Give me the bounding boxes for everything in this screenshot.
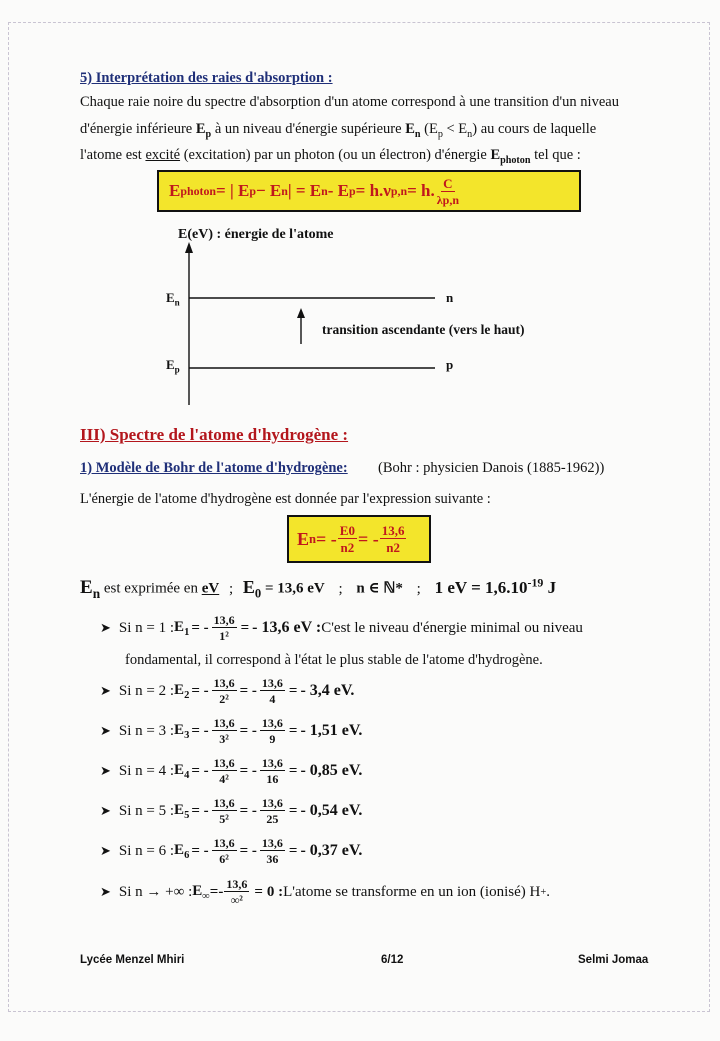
condition: Si n = 5 : xyxy=(118,802,175,819)
fraction xyxy=(224,878,249,906)
separator: ; xyxy=(334,580,347,597)
13-6-over-n2 xyxy=(380,524,407,554)
fraction xyxy=(212,797,237,825)
label-sub: n xyxy=(174,297,180,308)
p-tag: p xyxy=(446,357,454,372)
result: - 1,51 eV. xyxy=(300,722,363,739)
bullet-icon: ➤ xyxy=(100,843,111,858)
subscript: p xyxy=(205,128,212,140)
comment: C'est le niveau d'énergie minimal ou niveau xyxy=(321,619,583,636)
subscript: photon xyxy=(500,154,531,166)
bohr-model-title: 1) Modèle de Bohr de l'atome d'hydrogène: xyxy=(80,460,348,476)
frac-den: 6² xyxy=(219,852,229,866)
frac-den: 16 xyxy=(266,772,279,786)
energy-level-row: ➤ Si n = 6 : $E_6$ = - $\frac{13,6}{\text{6²}}$ = - $\frac{13,6}{36}$ = - 0,37 eV. xyxy=(100,836,363,866)
energy-level-row: ➤ Si n = 5 : $E_5$ = - $\frac{13,6}{\text{5²}}$ = - $\frac{13,6}{25}$ = - 0,54 eV. xyxy=(100,796,363,826)
energy-level-row: ➤ Si n = 1 : $E_1$ = - $\frac{13,6}{\text{1²}}$ = - 13,6 eV : C'est le niveau d'énergie minimal ou niveau xyxy=(100,613,583,643)
frac-den: 4 xyxy=(269,692,276,706)
fraction xyxy=(260,757,285,785)
ion-charge: + xyxy=(540,886,547,898)
bohr-intro: L'énergie de l'atome d'hydrogène est donnée par l'expression suivante : xyxy=(80,491,491,507)
frac-num: 13,6 xyxy=(213,796,235,810)
ev-unit: eV xyxy=(201,580,220,597)
f-text: − E xyxy=(255,181,282,200)
footer-page-number: 6/12 xyxy=(381,954,404,966)
e-sub: ∞ xyxy=(202,890,210,902)
transition-arrowhead xyxy=(297,308,305,318)
result: - 0,54 eV. xyxy=(300,802,363,819)
level-p-label xyxy=(166,357,180,375)
f-text: = | E xyxy=(216,181,250,200)
frac-num: 13,6 xyxy=(226,877,248,891)
e0-symbol: E xyxy=(242,576,255,597)
fraction xyxy=(260,797,285,825)
fraction xyxy=(212,837,237,865)
fraction xyxy=(212,757,237,785)
infinity-line: ➤ Si n → +∞ : $E_\infty$ =- $\frac{13,6}{\text{∞²}}$ = 0 : L'atome se transforme en un ion (ionisé) H + . xyxy=(100,877,551,907)
frac-den: 36 xyxy=(266,852,279,866)
f-sub: photon xyxy=(180,183,217,198)
label-text: E xyxy=(166,290,175,305)
axis-arrowhead xyxy=(185,242,193,253)
level-1-continuation: fondamental, il correspond à l'état le plus stable de l'atome d'hydrogène. xyxy=(125,652,543,668)
e-symbol: E xyxy=(174,761,185,778)
paragraph-line-3 xyxy=(80,147,581,166)
n-tag: n xyxy=(446,290,454,305)
text-span: à un niveau d'énergie supérieure xyxy=(211,121,406,137)
e-symbol: E xyxy=(174,841,185,858)
condition: Si n = 2 : xyxy=(118,682,175,699)
e-symbol: E xyxy=(174,618,185,635)
bullet-icon: ➤ xyxy=(100,803,111,818)
bullet-icon: ➤ xyxy=(100,723,111,738)
text-span: (excitation) par un photon (ou un électron) d'énergie xyxy=(180,147,491,163)
f-sub: p,n xyxy=(390,183,408,198)
section-3-title: III) Spectre de l'atome d'hydrogène : xyxy=(80,425,349,444)
condition: Si n = 1 : xyxy=(118,619,175,636)
energy-level-row: ➤ Si n = 2 : $E_2$ = - $\frac{13,6}{\text{2²}}$ = - $\frac{13,6}{4}$ = - 3,4 eV. xyxy=(100,676,355,706)
frac-den: 4² xyxy=(219,772,229,786)
e0-sub: 0 xyxy=(254,586,262,601)
energy-level-row: ➤ Si n = 4 : $E_4$ = - $\frac{13,6}{\text{4²}}$ = - $\frac{13,6}{16}$ = - 0,85 eV. xyxy=(100,756,363,786)
bohr-energy-formula xyxy=(287,515,431,563)
paragraph-line-2 xyxy=(80,121,596,140)
bullet-icon: ➤ xyxy=(100,884,111,899)
f-sub: n xyxy=(321,183,328,198)
frac-den: 9 xyxy=(269,732,276,746)
frac-den: 3² xyxy=(219,732,229,746)
f-sub: p xyxy=(249,183,256,198)
bohr-note: (Bohr : physicien Danois (1885-1962)) xyxy=(378,460,605,476)
frac-num: 13,6 xyxy=(213,676,235,690)
e-symbol: E xyxy=(192,882,203,899)
frac-den: 25 xyxy=(266,812,279,826)
subscript: n xyxy=(414,128,421,140)
frac-num: 13,6 xyxy=(381,523,405,538)
f-text: = h.ν xyxy=(355,181,391,200)
f-text: E xyxy=(297,528,310,549)
frac-num: 13,6 xyxy=(261,716,283,730)
frac-den: ∞² xyxy=(230,893,243,907)
e0-value: = 13,6 eV xyxy=(261,580,325,597)
text-span: tel que : xyxy=(530,147,581,163)
subscript: p xyxy=(437,128,443,140)
unit: J xyxy=(543,577,557,597)
period: . xyxy=(546,883,551,900)
frac-num: 13,6 xyxy=(213,716,235,730)
e-symbol: E xyxy=(174,721,185,738)
frac-num: 13,6 xyxy=(213,756,235,770)
bullet-icon: ➤ xyxy=(100,763,111,778)
energy-level-row: ➤ Si n = 3 : $E_3$ = - $\frac{13,6}{\text{3²}}$ = - $\frac{13,6}{9}$ = - 1,51 eV. xyxy=(100,716,363,746)
frac-num: 13,6 xyxy=(261,836,283,850)
e-sub: 5 xyxy=(184,809,190,821)
subscript: n xyxy=(467,128,473,140)
frac-den: n2 xyxy=(340,540,355,555)
exponent: -19 xyxy=(527,575,544,589)
frac-num: 13,6 xyxy=(261,796,283,810)
e0-over-n2 xyxy=(338,524,357,554)
e-sub: 2 xyxy=(184,689,190,701)
c-over-lambda xyxy=(437,177,459,206)
transition-label: transition ascendante (vers le haut) xyxy=(322,322,525,337)
n-set: n ∈ ℕ* xyxy=(356,580,403,597)
photon-energy-formula xyxy=(157,170,581,212)
result: - 0,85 eV. xyxy=(300,762,363,779)
footer-author: Selmi Jomaa xyxy=(578,954,649,966)
excite-word: excité xyxy=(145,147,181,163)
result: - 13,6 eV : xyxy=(252,619,322,636)
e-symbol: E xyxy=(174,681,185,698)
frac-den: 5² xyxy=(219,812,229,826)
result: - 3,4 eV. xyxy=(300,682,355,699)
f-text: = h. xyxy=(407,181,435,200)
text-span: l'atome est xyxy=(80,147,146,163)
fraction xyxy=(260,677,285,705)
text-span: (E xyxy=(420,121,438,137)
text-span: < E xyxy=(442,121,468,137)
frac-num: 13,6 xyxy=(213,836,235,850)
text-span: est exprimée en xyxy=(100,580,202,597)
paragraph-line-1: Chaque raie noire du spectre d'absorption d'un atome correspond à une transition d'un niveau xyxy=(80,94,619,110)
separator: ; xyxy=(225,580,237,597)
fraction xyxy=(212,717,237,745)
f-sub: n xyxy=(281,183,288,198)
symbol-ephoton: E xyxy=(490,147,501,163)
f-text: = - xyxy=(316,528,337,549)
f-sub: n xyxy=(309,531,317,546)
separator: ; xyxy=(412,580,425,597)
e-symbol: E xyxy=(174,801,185,818)
fraction xyxy=(260,717,285,745)
frac-den: 2² xyxy=(219,692,229,706)
level-n-label xyxy=(166,290,180,308)
text-span: ) au cours de laquelle xyxy=(472,121,597,137)
en-symbol: E xyxy=(80,576,93,598)
frac-num: E0 xyxy=(339,523,355,538)
frac-den: λp,n xyxy=(436,192,459,207)
fraction xyxy=(260,837,285,865)
condition: Si n = 3 : xyxy=(118,722,175,739)
f-sub: p xyxy=(349,183,356,198)
e-sub: 1 xyxy=(184,626,190,638)
label-text: E xyxy=(166,357,175,372)
section-5-title: 5) Interprétation des raies d'absorption : xyxy=(80,70,333,86)
e-sub: 4 xyxy=(184,769,190,781)
f-text: | = E xyxy=(287,181,322,200)
frac-num: 13,6 xyxy=(261,676,283,690)
condition: Si n → +∞ : xyxy=(118,883,193,900)
f-text: E xyxy=(169,181,181,200)
footer-school: Lycée Menzel Mhiri xyxy=(80,954,185,966)
fraction xyxy=(212,677,237,705)
units-line xyxy=(80,575,556,601)
frac-num: C xyxy=(443,175,453,191)
fraction xyxy=(212,614,237,642)
bullet-icon: ➤ xyxy=(100,620,111,635)
result: - 0,37 eV. xyxy=(300,842,363,859)
result: 0 : xyxy=(266,883,284,900)
e-sub: 6 xyxy=(184,849,190,861)
frac-den: n2 xyxy=(386,540,400,555)
condition: Si n = 6 : xyxy=(118,842,175,859)
f-text: = - xyxy=(357,528,379,549)
e-sub: 3 xyxy=(184,729,190,741)
energy-axis-label: E(eV) : énergie de l'atome xyxy=(178,227,334,242)
text-span: d'énergie inférieure xyxy=(80,121,196,137)
symbol-ep: E xyxy=(195,121,206,137)
frac-num: 13,6 xyxy=(261,756,283,770)
en-sub: n xyxy=(92,585,101,601)
condition: Si n = 4 : xyxy=(118,762,175,779)
bullet-icon: ➤ xyxy=(100,683,111,698)
label-sub: p xyxy=(174,364,180,375)
comment: L'atome se transforme en un ion (ionisé) H xyxy=(283,883,541,900)
symbol-en: E xyxy=(405,121,415,137)
f-text: - E xyxy=(327,181,350,200)
conversion: 1 eV = 1,6.10 xyxy=(434,577,528,597)
frac-num: 13,6 xyxy=(213,613,235,627)
frac-den: 1² xyxy=(219,629,229,643)
